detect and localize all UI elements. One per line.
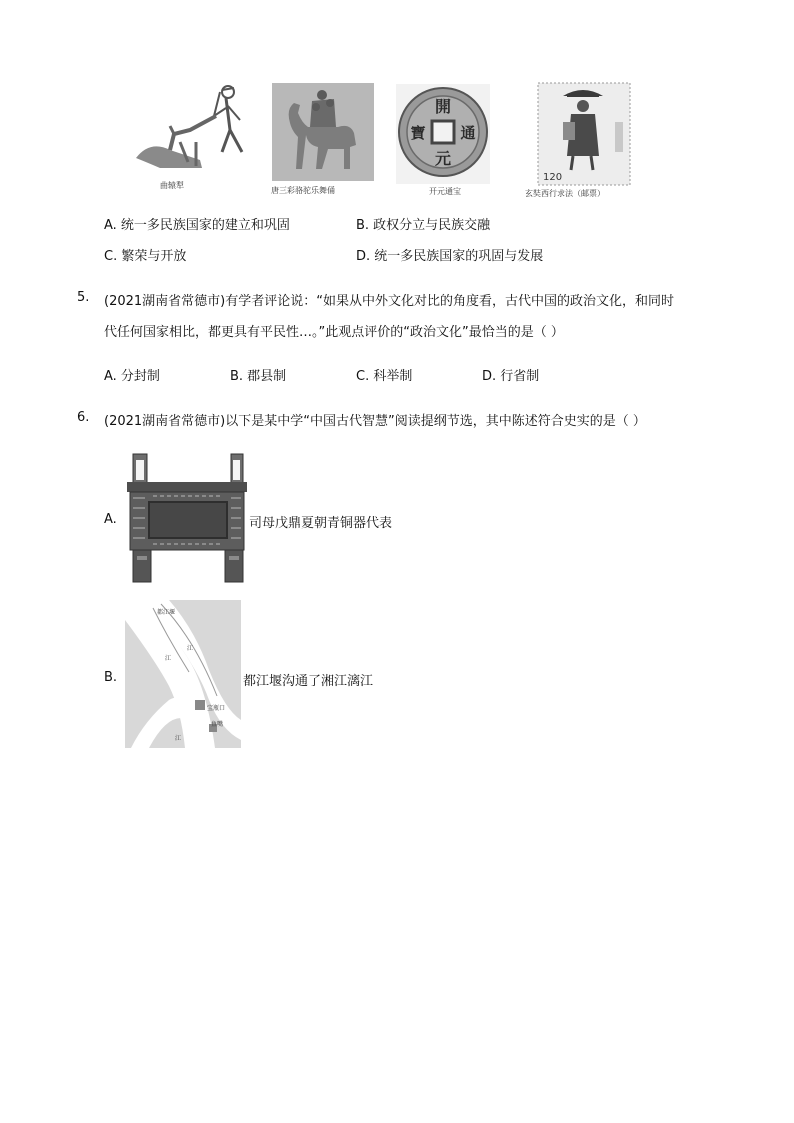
dujiangyan-map-image (125, 600, 241, 748)
map-label-river-1: 江 (165, 655, 172, 662)
q5-option-d[interactable]: D. 行省制 (482, 369, 540, 384)
plough-image (130, 80, 255, 202)
q6-number: 6. (77, 410, 90, 425)
map-label-dujiangyan: 都江堰 (157, 609, 176, 616)
map-label-river-2: 江 (187, 645, 194, 652)
q5-option-c[interactable]: C. 科举制 (356, 369, 413, 384)
plough-caption: 曲辕犁 (160, 181, 184, 190)
coin-char-top: 開 (434, 97, 452, 116)
q6-stem: (2021湖南省常德市)以下是某中学“中国古代智慧”阅读提纲节选，其中陈述符合史实的是（ ） (104, 414, 646, 429)
q6-option-a-text[interactable]: 司母戊鼎夏朝青铜器代表 (249, 516, 393, 531)
q5-option-b[interactable]: B. 郡县制 (230, 369, 287, 384)
coin-image (396, 84, 490, 184)
coin-caption: 开元通宝 (429, 187, 461, 196)
q4-option-d[interactable]: D. 统一多民族国家的巩固与发展 (356, 249, 544, 264)
q4-option-a[interactable]: A. 统一多民族国家的建立和巩固 (104, 218, 290, 233)
q6-option-a-letter[interactable]: A. (104, 512, 117, 527)
q5-stem-line2: 代任何国家相比，都更具有平民性…。”此观点评价的“政治文化”最恰当的是（ ） (104, 325, 564, 340)
q4-option-c[interactable]: C. 繁荣与开放 (104, 249, 187, 264)
q5-number: 5. (77, 290, 90, 305)
camel-figurine-caption: 唐三彩骆驼乐舞俑 (271, 186, 335, 195)
map-label-river-3: 江 (175, 735, 182, 742)
q5-option-a[interactable]: A. 分封制 (104, 369, 160, 384)
stamp-caption: 玄奘西行求法（邮票） (525, 189, 605, 198)
coin-char-bottom: 元 (434, 149, 452, 168)
simuwu-ding-image (127, 452, 247, 584)
camel-figurine-image (272, 83, 374, 181)
coin-char-right: 通 (460, 124, 476, 142)
map-label-yuzui: 鱼嘴 (211, 721, 224, 728)
q4-option-b[interactable]: B. 政权分立与民族交融 (356, 218, 491, 233)
map-label-baopingkou: 宝瓶口 (207, 705, 226, 712)
coin-char-left: 寶 (410, 124, 426, 142)
q6-option-b-letter[interactable]: B. (104, 670, 118, 685)
stamp-value: 120 (543, 172, 563, 183)
stamp-image (537, 82, 631, 186)
q6-option-b-text[interactable]: 都江堰沟通了湘江漓江 (243, 674, 374, 689)
q5-stem-line1: (2021湖南省常德市)有学者评论说：“如果从中外文化对比的角度看，古代中国的政治文化，和同时 (104, 294, 674, 309)
